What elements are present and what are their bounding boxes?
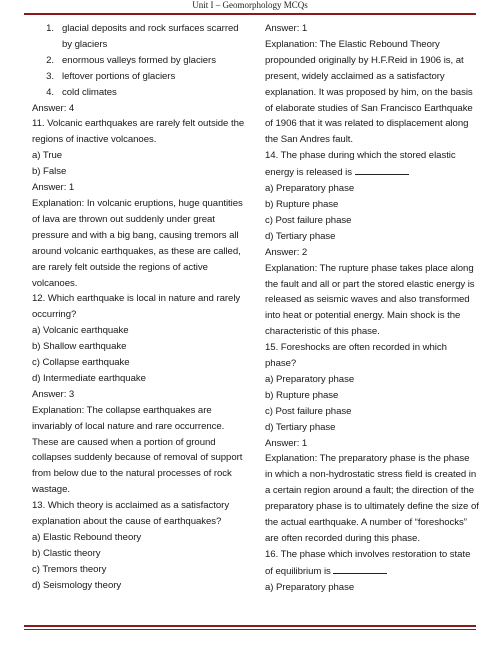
answer-blank bbox=[333, 563, 387, 574]
option-text: c) Tremors theory bbox=[32, 563, 107, 575]
option-text: a) Elastic Rebound theory bbox=[32, 532, 142, 543]
list-item: 2. enormous valleys formed by glaciers bbox=[46, 54, 216, 66]
option-text: c) Post failure phase bbox=[265, 405, 352, 417]
option-text: a) Volcanic earthquake bbox=[32, 325, 129, 337]
page-header: Unit I – Geomorphology MCQs bbox=[192, 0, 308, 10]
explanation-text: Explanation: The collapse earthquakes are invariably of local nature and rare occurrence. These are caused when a portion of ground collapses suddenly because of removal of support from below due to the natural processes of rock wastage. bbox=[32, 404, 243, 496]
option-text: b) Rupture phase bbox=[265, 389, 339, 401]
list-item: 3. leftover portions of glaciers bbox=[46, 70, 176, 82]
left-column bbox=[32, 21, 250, 594]
answer-text: Answer: 3 bbox=[32, 388, 75, 400]
option-text: d) Tertiary phase bbox=[265, 421, 336, 433]
answer-text: Answer: 4 bbox=[32, 102, 75, 114]
header-rule bbox=[24, 13, 476, 15]
question-text: 15. Foreshocks are often recorded in which phase? bbox=[265, 342, 447, 370]
explanation-text: Explanation: In volcanic eruptions, huge quantities of lava are thrown out suddenly under great pressure and with a big bang, causing tremors all around volcanic earthquakes, as these are called, are rarely felt outside the regions of active volcanoes. bbox=[32, 197, 243, 289]
option-text: d) Tertiary phase bbox=[265, 230, 336, 242]
footer-rule bbox=[24, 625, 476, 627]
question-text: 11. Volcanic earthquakes are rarely felt outside the regions of inactive volcanoes. bbox=[32, 118, 245, 146]
answer-text: Answer: 1 bbox=[265, 437, 308, 449]
question-text: 12. Which earthquake is local in nature and rarely occurring? bbox=[32, 293, 241, 321]
option-text: c) Collapse earthquake bbox=[32, 357, 130, 369]
option-text: a) Preparatory phase bbox=[265, 183, 355, 195]
question-text: 13. Which theory is acclaimed as a satisfactory explanation about the cause of earthquakes? bbox=[32, 500, 230, 528]
option-text: d) Seismology theory bbox=[32, 579, 122, 591]
question-text: 14. The phase during which the stored elastic energy is released is bbox=[265, 150, 456, 179]
answer-text: Answer: 1 bbox=[32, 182, 75, 194]
option-text: b) Shallow earthquake bbox=[32, 341, 127, 353]
explanation-text: Explanation: The rupture phase takes place along the fault and all or part the stored elastic energy is released as seismic waves and also transformed into heat or potential energy. Main shock is the characteristic of this phase. bbox=[265, 262, 475, 338]
option-text: b) Clastic theory bbox=[32, 547, 101, 559]
right-column bbox=[265, 21, 479, 596]
answer-text: Answer: 1 bbox=[265, 23, 308, 34]
option-text: a) Preparatory phase bbox=[265, 373, 355, 385]
list-item: 1. glacial deposits and rock surfaces scarred by glaciers bbox=[46, 23, 239, 50]
footer-rule-thin bbox=[24, 629, 476, 630]
option-text: b) False bbox=[32, 166, 67, 178]
option-text: b) Rupture phase bbox=[265, 198, 339, 210]
option-text: d) Intermediate earthquake bbox=[32, 372, 146, 384]
option-text: c) Post failure phase bbox=[265, 214, 352, 226]
question-text: 16. The phase which involves restoration to state of equilibrium is bbox=[265, 548, 471, 577]
option-text: a) True bbox=[32, 150, 63, 162]
explanation-text: Explanation: The preparatory phase is the phase in which a non-hydrostatic stress field is created in a certain region around a fault; the direction of the preparatory phase is to ultimately define the size of the actual earthquake. A number of “foreshocks” are often recorded during this phase. bbox=[265, 453, 479, 544]
answer-blank bbox=[355, 164, 409, 175]
explanation-text: Explanation: The Elastic Rebound Theory propounded originally by H.F.Reid in 1906 is, at present, widely acclaimed as a satisfactory explanation. It was proposed by him, on the basis of elaborate studies of San Francisco Earthquake of 1906 that it was related to displacement along the San Andres fault. bbox=[265, 38, 473, 146]
list-item: 4. cold climates bbox=[46, 86, 117, 98]
answer-text: Answer: 2 bbox=[265, 246, 308, 258]
option-text: a) Preparatory phase bbox=[265, 581, 355, 593]
